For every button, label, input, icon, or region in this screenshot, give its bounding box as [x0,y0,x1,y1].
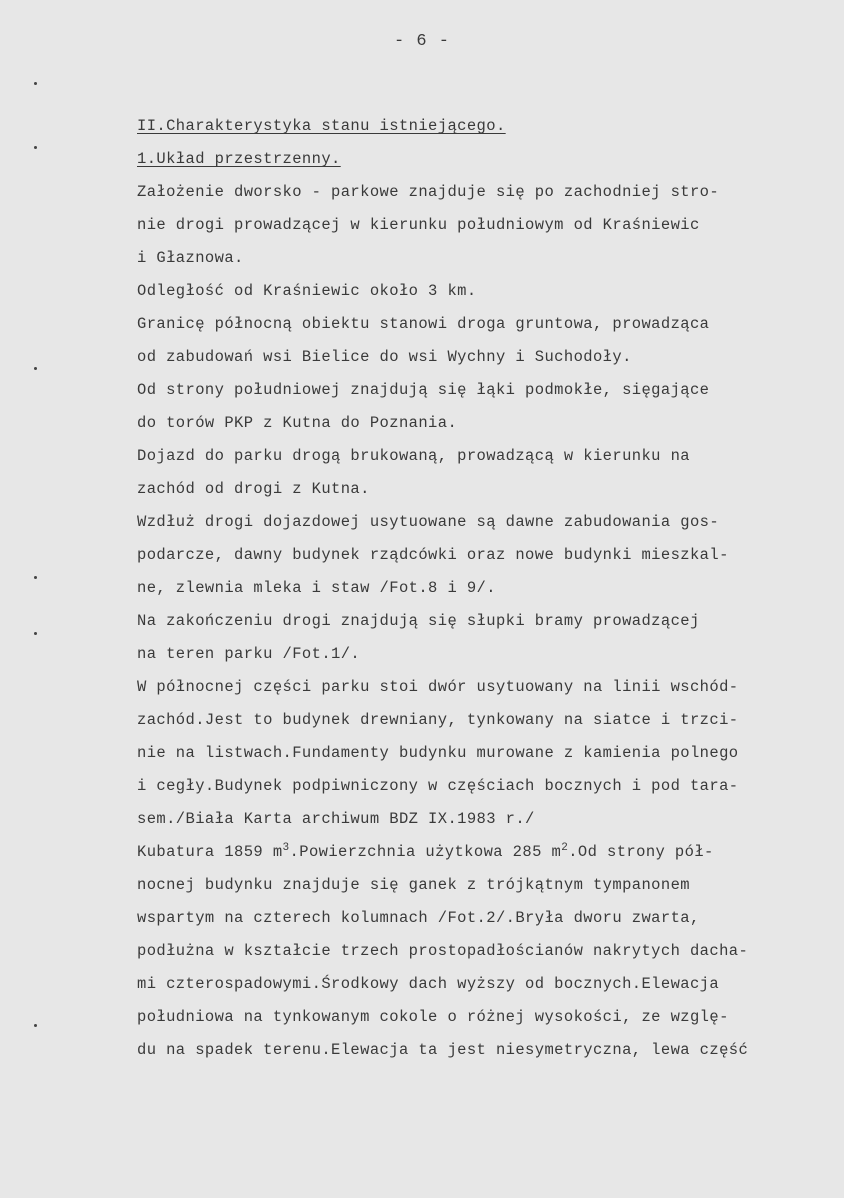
text-line: Wzdłuż drogi dojazdowej usytuowane są dawne zabudowania gos- [137,513,720,531]
text-line: Dojazd do parku drogą brukowaną, prowadzącą w kierunku na [137,447,690,465]
text-line: nie drogi prowadzącej w kierunku południowym od Kraśniewic [137,216,700,234]
kubatura-text: Kubatura 1859 m [137,843,283,861]
binder-hole-mark [34,576,37,579]
body-text [137,110,817,1067]
superscript: 3 [282,842,290,854]
text-line: i Głaznowa. [137,249,244,267]
text-line: zachód.Jest to budynek drewniany, tynkowany na siatce i trzci- [137,711,739,729]
text-line: Odległość od Kraśniewic około 3 km. [137,282,477,300]
section-heading: II.Charakterystyka stanu istniejącego. [137,117,506,135]
binder-hole-mark [34,1024,37,1027]
text-line: podłużna w kształcie trzech prostopadłościanów nakrytych dacha- [137,942,749,960]
text-line: wspartym na czterech kolumnach /Fot.2/.Bryła dworu zwarta, [137,909,700,927]
text-line: podarcze, dawny budynek rządcówki oraz nowe budynki mieszkal- [137,546,729,564]
text-line: sem./Biała Karta archiwum BDZ IX.1983 r./ [137,810,535,828]
text-line: Od strony południowej znajdują się łąki podmokłe, sięgające [137,381,710,399]
text-line: do torów PKP z Kutna do Poznania. [137,414,458,432]
superscript: 2 [561,842,569,854]
area-text: .Powierzchnia użytkowa 285 m [289,843,562,861]
text-line: W północnej części parku stoi dwór usytuowany na linii wschód- [137,678,739,696]
text-line: du na spadek terenu.Elewacja ta jest niesymetryczna, lewa część [137,1041,749,1059]
text-line: Granicę północną obiektu stanowi droga gruntowa, prowadząca [137,315,710,333]
binder-hole-mark [34,82,37,85]
text-line: nie na listwach.Fundamenty budynku murowane z kamienia polnego [137,744,739,762]
text-line: ne, zlewnia mleka i staw /Fot.8 i 9/. [137,579,496,597]
text-fragment: .Od strony pół- [568,843,714,861]
binder-hole-mark [34,367,37,370]
subsection-heading: 1.Układ przestrzenny. [137,150,341,168]
text-line: i cegły.Budynek podpiwniczony w częściach bocznych i pod tara- [137,777,739,795]
text-line: na teren parku /Fot.1/. [137,645,361,663]
text-line: Założenie dworsko - parkowe znajduje się po zachodniej stro- [137,183,720,201]
text-line: nocnej budynku znajduje się ganek z trójkątnym tympanonem [137,876,690,894]
text-line: zachód od drogi z Kutna. [137,480,370,498]
text-line: Na zakończeniu drogi znajdują się słupki bramy prowadzącej [137,612,700,630]
text-line: mi czterospadowymi.Środkowy dach wyższy od bocznych.Elewacja [137,975,720,993]
page-number: - 6 - [393,32,450,51]
text-line: od zabudowań wsi Bielice do wsi Wychny i Suchodoły. [137,348,632,366]
kubatura-line [137,836,817,869]
binder-hole-mark [34,146,37,149]
binder-hole-mark [34,632,37,635]
text-line: południowa na tynkowanym cokole o różnej wysokości, ze wzglę- [137,1008,729,1026]
